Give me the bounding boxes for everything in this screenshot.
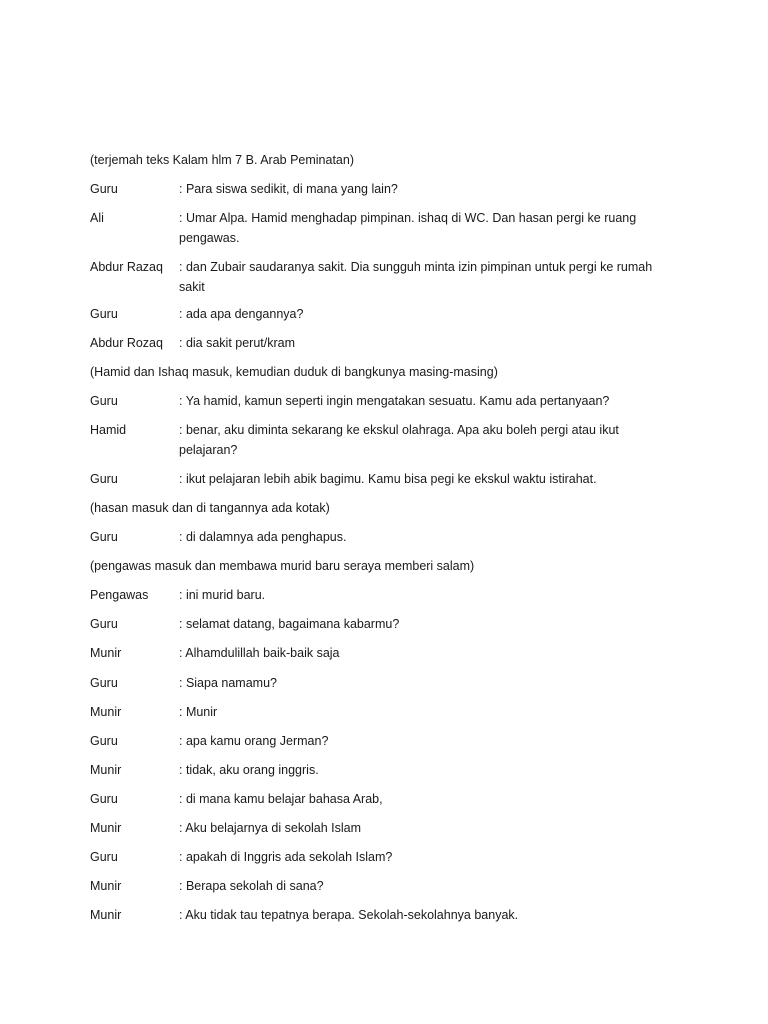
stage-text: (terjemah teks Kalam hlm 7 B. Arab Peminatan) [90, 153, 355, 167]
dialog-text: : Munir [179, 705, 218, 719]
dialog-text: : Berapa sekolah di sana? [179, 879, 324, 893]
speaker-name: Guru [90, 734, 118, 748]
stage-text: (hasan masuk dan di tangannya ada kotak) [90, 501, 330, 515]
speaker-name: Abdur Razaq [90, 260, 163, 274]
speaker-name: Ali [90, 211, 104, 225]
speaker-name: Hamid [90, 423, 127, 437]
speaker-name: Guru [90, 792, 118, 806]
dialog-text: : ini murid baru. [179, 588, 266, 602]
dialog-text: : di dalamnya ada penghapus. [179, 530, 347, 544]
dialog-text: : dia sakit perut/kram [179, 336, 296, 350]
speaker-name: Guru [90, 472, 118, 486]
dialog-text: : Siapa namamu? [179, 676, 277, 690]
dialog-text: : Para siswa sedikit, di mana yang lain? [179, 182, 398, 196]
speaker-name: Munir [90, 705, 122, 719]
speaker-name: Munir [90, 821, 122, 835]
speaker-name: Guru [90, 617, 118, 631]
speaker-name: Munir [90, 646, 122, 660]
dialog-text: : selamat datang, bagaimana kabarmu? [179, 617, 400, 631]
dialog-text: : Ya hamid, kamun seperti ingin mengatakan sesuatu. Kamu ada pertanyaan? [179, 394, 610, 408]
speaker-name: Guru [90, 307, 118, 321]
stage-text: (Hamid dan Ishaq masuk, kemudian duduk di bangkunya masing-masing) [90, 365, 498, 379]
dialog-text: : Umar Alpa. Hamid menghadap pimpinan. ishaq di WC. Dan hasan pergi ke ruang pengawas. [179, 211, 637, 245]
speaker-name: Abdur Rozaq [90, 336, 163, 350]
speaker-name: Guru [90, 850, 118, 864]
speaker-name: Munir [90, 908, 122, 922]
speaker-name: Guru [90, 530, 118, 544]
speaker-name: Guru [90, 394, 118, 408]
dialog-text: : tidak, aku orang inggris. [179, 763, 319, 777]
speaker-name: Pengawas [90, 588, 149, 602]
dialog-text: : benar, aku diminta sekarang ke ekskul olahraga. Apa aku boleh pergi atau ikut pelajaran? [179, 423, 619, 457]
speaker-name: Guru [90, 182, 118, 196]
dialog-text: : dan Zubair saudaranya sakit. Dia sungguh minta izin pimpinan untuk pergi ke rumah sakit [179, 260, 653, 294]
dialog-text: : Aku tidak tau tepatnya berapa. Sekolah-sekolahnya banyak. [179, 908, 519, 922]
stage-text: (pengawas masuk dan membawa murid baru seraya memberi salam) [90, 559, 475, 573]
dialog-text: : ada apa dengannya? [179, 307, 304, 321]
speaker-name: Guru [90, 676, 118, 690]
speaker-name: Munir [90, 763, 122, 777]
dialog-text: : di mana kamu belajar bahasa Arab, [179, 792, 383, 806]
dialog-text: : apa kamu orang Jerman? [179, 734, 329, 748]
dialog-text: : Aku belajarnya di sekolah Islam [179, 821, 362, 835]
speaker-name: Munir [90, 879, 122, 893]
dialog-text: : apakah di Inggris ada sekolah Islam? [179, 850, 393, 864]
dialog-text: : Alhamdulillah baik-baik saja [179, 646, 340, 660]
dialog-text: : ikut pelajaran lebih abik bagimu. Kamu bisa pegi ke ekskul waktu istirahat. [179, 472, 597, 486]
